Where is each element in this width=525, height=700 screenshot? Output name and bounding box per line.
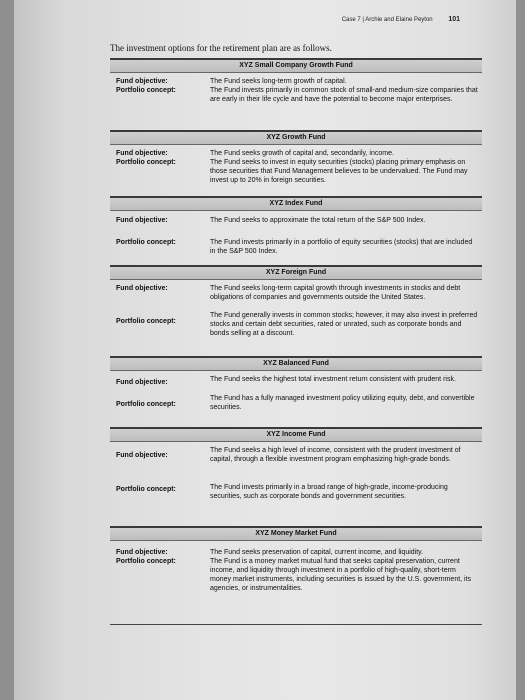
portfolio-concept-text: The Fund invests primarily in common stock of small-and medium-size companies that are early in their life cycle and have the potential to become major enterprises. (210, 87, 478, 103)
portfolio-concept-label: Portfolio concept: (116, 401, 176, 408)
portfolio-concept-label: Portfolio concept: (116, 558, 176, 565)
page-number: 101 (448, 16, 460, 23)
fund-section-growth (110, 130, 482, 194)
portfolio-concept-text: The Fund seeks to invest in equity securities (stocks) placing primary emphasis on those securities that Fund Management believes to be undervalued. The Fund may invest up to 20% in foreign securities. (210, 159, 468, 184)
running-head-text: Case 7 | Archie and Elaine Peyton (341, 17, 433, 23)
fund-objective-label: Fund objective: (116, 549, 168, 556)
portfolio-concept-label: Portfolio concept: (116, 159, 176, 166)
fund-objective-text: The Fund seeks the highest total investment return consistent with prudent risk. (210, 376, 456, 383)
fund-section-money-market (110, 526, 482, 628)
fund-section-foreign (110, 265, 482, 353)
fund-objective-label: Fund objective: (116, 150, 168, 157)
fund-section-index (110, 196, 482, 261)
fund-section-income (110, 427, 482, 519)
portfolio-concept-label: Portfolio concept: (116, 318, 176, 325)
fund-objective-label: Fund objective: (116, 285, 168, 292)
running-head (342, 16, 460, 23)
section-end-rule (110, 624, 482, 625)
fund-title: XYZ Growth Fund (110, 130, 482, 145)
portfolio-concept-label: Portfolio concept: (116, 87, 176, 94)
intro-text: The investment options for the retirement plan are as follows. (110, 43, 332, 53)
fund-title: XYZ Money Market Fund (110, 526, 482, 541)
portfolio-concept-text: The Fund is a money market mutual fund that seeks capital preservation, current income, and liquidity through investment in a portfolio of high-quality, short-term money market instruments, including securities is issued by the U.S. government, its agencies, or instrumentalities. (210, 558, 472, 592)
fund-objective-text: The Fund seeks long-term growth of capital. (210, 78, 347, 85)
fund-title: XYZ Index Fund (110, 196, 482, 211)
fund-section-balanced (110, 356, 482, 424)
portfolio-concept-text: The Fund has a fully managed investment policy utilizing equity, debt, and convertible securities. (210, 395, 475, 411)
fund-objective-text: The Fund seeks long-term capital growth through investments in stocks and debt obligations of companies and governments outside the United States. (210, 285, 461, 301)
fund-objective-label: Fund objective: (116, 217, 168, 224)
fund-title: XYZ Income Fund (110, 427, 482, 442)
fund-objective-label: Fund objective: (116, 379, 168, 386)
portfolio-concept-text: The Fund generally invests in common stocks; however, it may also invest in preferred stocks and certain debt securities, rated or unrated, such as corporate bonds and bonds selling at a discount. (210, 312, 478, 337)
portfolio-concept-label: Portfolio concept: (116, 239, 176, 246)
fund-objective-text: The Fund seeks a high level of income, consistent with the prudent investment of capital, through a flexible investment program emphasizing high-grade bonds. (210, 447, 461, 463)
fund-objective-text: The Fund seeks preservation of capital, current income, and liquidity. (210, 549, 424, 556)
portfolio-concept-text: The Fund invests primarily in a portfolio of equity securities (stocks) that are included in the S&P 500 Index. (210, 239, 473, 255)
fund-objective-label: Fund objective: (116, 78, 168, 85)
portfolio-concept-text: The Fund invests primarily in a broad range of high-grade, income-producing securities, such as corporate bonds and government securities. (210, 484, 448, 500)
fund-title: XYZ Small Company Growth Fund (110, 58, 482, 73)
portfolio-concept-label: Portfolio concept: (116, 486, 176, 493)
fund-objective-text: The Fund seeks to approximate the total return of the S&P 500 Index. (210, 217, 426, 224)
fund-title: XYZ Balanced Fund (110, 356, 482, 371)
fund-title: XYZ Foreign Fund (110, 265, 482, 280)
document-page (14, 0, 516, 700)
fund-objective-label: Fund objective: (116, 452, 168, 459)
fund-section-small-company-growth (110, 58, 482, 128)
fund-objective-text: The Fund seeks growth of capital and, secondarily, income. (210, 150, 394, 157)
